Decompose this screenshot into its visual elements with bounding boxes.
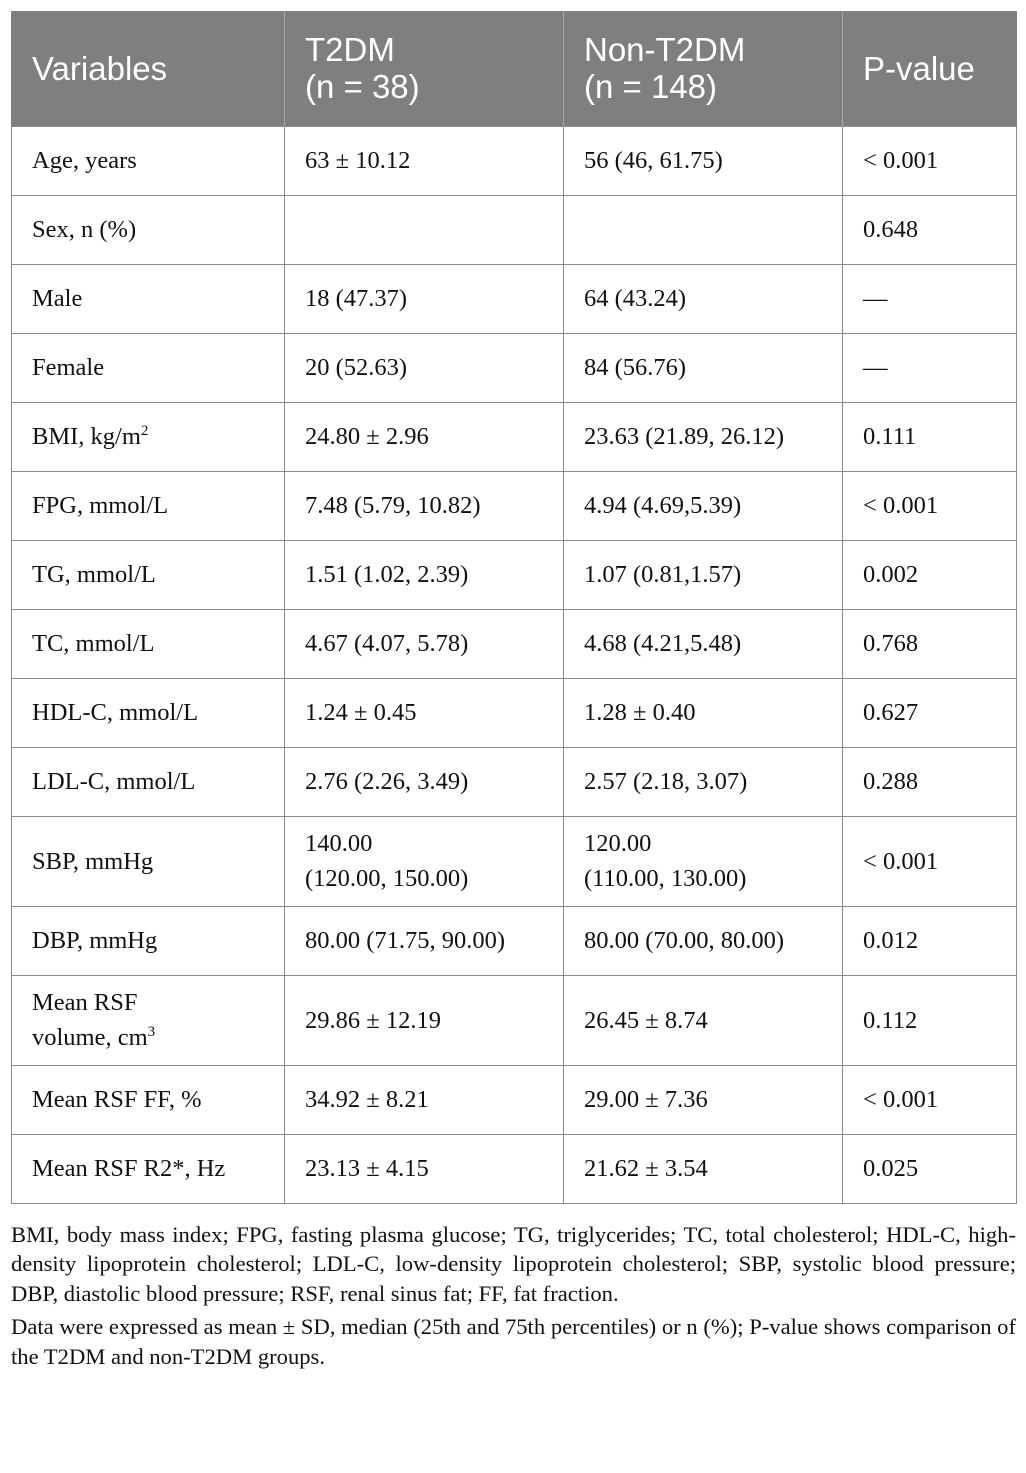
variable-label: HDL-C, mmol/L — [32, 699, 199, 726]
value-line: 80.00 (70.00, 80.00) — [584, 927, 785, 954]
value-line: 24.80 ± 2.96 — [305, 423, 429, 450]
cell-p-value: 0.288 — [843, 747, 1017, 816]
value-line: 4.67 (4.07, 5.78) — [305, 630, 469, 657]
cell-t2dm — [285, 333, 564, 402]
variable-label: DBP, mmHg — [32, 927, 158, 954]
table-row — [12, 540, 1017, 609]
cell-p-value: 0.111 — [843, 402, 1017, 471]
header-non-t2dm — [564, 11, 843, 126]
variable-label: Mean RSF R2*, Hz — [32, 1155, 226, 1182]
header-line: Variables — [32, 49, 168, 87]
cell-variable — [12, 195, 285, 264]
cell-t2dm — [285, 195, 564, 264]
value-line: 18 (47.37) — [305, 285, 408, 312]
table-header — [12, 11, 1017, 126]
header-row — [12, 11, 1017, 126]
table-row — [12, 678, 1017, 747]
variable-label: BMI, kg/m — [32, 423, 141, 450]
cell-t2dm — [285, 747, 564, 816]
unit-superscript: 3 — [147, 1024, 156, 1040]
header-t2dm — [285, 11, 564, 126]
table-row — [12, 816, 1017, 906]
cell-variable — [12, 747, 285, 816]
table-container — [11, 11, 1016, 1371]
cell-non-t2dm — [564, 195, 843, 264]
cell-variable — [12, 678, 285, 747]
table-row — [12, 1134, 1017, 1203]
value-line: 84 (56.76) — [584, 354, 687, 381]
header-line: T2DM — [305, 31, 395, 69]
variable-label: Male — [32, 285, 83, 312]
cell-non-t2dm — [564, 1065, 843, 1134]
cell-non-t2dm — [564, 609, 843, 678]
table-row — [12, 402, 1017, 471]
variable-label: Female — [32, 354, 105, 381]
value-line: 63 ± 10.12 — [305, 147, 411, 174]
cell-p-value: 0.002 — [843, 540, 1017, 609]
variable-label: Mean RSF FF, % — [32, 1086, 202, 1113]
value-line: 56 (46, 61.75) — [584, 147, 723, 174]
table-row — [12, 1065, 1017, 1134]
unit-superscript: 2 — [140, 423, 149, 439]
cell-non-t2dm — [564, 747, 843, 816]
table-row — [12, 126, 1017, 195]
cell-t2dm — [285, 1134, 564, 1203]
table-row — [12, 195, 1017, 264]
header-line: P-value — [863, 49, 975, 87]
cell-non-t2dm — [564, 816, 843, 906]
variable-label: Age, years — [32, 147, 137, 174]
table-body — [12, 126, 1017, 1203]
value-line: 29.86 ± 12.19 — [305, 1006, 441, 1034]
cell-non-t2dm — [564, 333, 843, 402]
table-row — [12, 747, 1017, 816]
header-line: Non-T2DM — [584, 31, 746, 69]
table-row — [12, 471, 1017, 540]
cell-variable — [12, 609, 285, 678]
cell-t2dm — [285, 264, 564, 333]
value-line: 4.68 (4.21,5.48) — [584, 630, 742, 657]
value-line: (110.00, 130.00) — [584, 865, 747, 892]
value-line: 4.94 (4.69,5.39) — [584, 492, 742, 519]
cell-t2dm — [285, 126, 564, 195]
cell-p-value: < 0.001 — [843, 471, 1017, 540]
value-line: 1.28 ± 0.40 — [584, 699, 696, 726]
value-line: (120.00, 150.00) — [305, 865, 469, 892]
header-line: (n = 38) — [305, 68, 420, 106]
value-line: 7.48 (5.79, 10.82) — [305, 492, 481, 519]
variable-label: LDL-C, mmol/L — [32, 768, 196, 795]
value-line: 23.63 (21.89, 26.12) — [584, 423, 785, 450]
table-row — [12, 609, 1017, 678]
value-line: 64 (43.24) — [584, 285, 687, 312]
variable-label: SBP, mmHg — [32, 847, 154, 875]
cell-t2dm — [285, 540, 564, 609]
cell-variable — [12, 906, 285, 975]
cell-t2dm — [285, 975, 564, 1065]
value-line: 26.45 ± 8.74 — [584, 1006, 708, 1034]
cell-p-value: < 0.001 — [843, 126, 1017, 195]
cell-variable — [12, 975, 285, 1065]
cell-p-value: < 0.001 — [843, 816, 1017, 906]
variable-label: TG, mmol/L — [32, 561, 156, 588]
cell-variable — [12, 816, 285, 906]
variable-label: FPG, mmol/L — [32, 492, 169, 519]
cell-non-t2dm — [564, 402, 843, 471]
value-line: 29.00 ± 7.36 — [584, 1086, 708, 1113]
cell-t2dm — [285, 471, 564, 540]
abbreviations-note: BMI, body mass index; FPG, fasting plasma glucose; TG, triglycerides; TC, total cholesterol; HDL-C, high-density lipoprotein cholesterol; LDL-C, low-density lipoprotein cholesterol; SBP, systolic blood pressure; DBP, diastolic blood pressure; RSF, renal sinus fat; FF, fat fraction. — [11, 1221, 1016, 1306]
cell-p-value: 0.012 — [843, 906, 1017, 975]
cell-p-value: 0.768 — [843, 609, 1017, 678]
cell-variable — [12, 333, 285, 402]
cell-t2dm — [285, 906, 564, 975]
value-line: 80.00 (71.75, 90.00) — [305, 927, 506, 954]
value-line: 20 (52.63) — [305, 354, 408, 381]
value-line: 120.00 — [584, 830, 652, 857]
variable-line: Mean RSF — [32, 989, 138, 1016]
cell-variable — [12, 540, 285, 609]
header-line: (n = 148) — [584, 68, 717, 106]
cell-variable — [12, 126, 285, 195]
data-expression-note: Data were expressed as mean ± SD, median (25th and 75th percentiles) or n (%); P-value shows comparison of the T2DM and non-T2DM groups. — [11, 1314, 1016, 1369]
table-footnotes — [11, 1220, 1016, 1372]
cell-variable — [12, 1065, 285, 1134]
variable-line: volume, $cm^3$ — [32, 1024, 156, 1051]
cell-t2dm — [285, 609, 564, 678]
cell-non-t2dm — [564, 126, 843, 195]
table-row — [12, 906, 1017, 975]
cell-p-value: 0.025 — [843, 1134, 1017, 1203]
value-line: 140.00 — [305, 830, 373, 857]
cell-variable — [12, 402, 285, 471]
value-line: 21.62 ± 3.54 — [584, 1155, 708, 1182]
cell-variable — [12, 264, 285, 333]
value-line: 2.57 (2.18, 3.07) — [584, 768, 748, 795]
cell-non-t2dm — [564, 1134, 843, 1203]
cell-p-value: < 0.001 — [843, 1065, 1017, 1134]
cell-p-value: 0.627 — [843, 678, 1017, 747]
characteristics-table — [11, 11, 1017, 1204]
cell-p-value: 0.112 — [843, 975, 1017, 1065]
cell-t2dm — [285, 402, 564, 471]
cell-t2dm — [285, 816, 564, 906]
table-row — [12, 975, 1017, 1065]
table-row — [12, 264, 1017, 333]
header-variables — [12, 11, 285, 126]
value-line: 1.07 (0.81,1.57) — [584, 561, 742, 588]
cell-p-value: — — [843, 264, 1017, 333]
cell-p-value: 0.648 — [843, 195, 1017, 264]
value-line: 2.76 (2.26, 3.49) — [305, 768, 469, 795]
cell-variable — [12, 471, 285, 540]
variable-label: Sex, n (%) — [32, 216, 137, 243]
cell-non-t2dm — [564, 678, 843, 747]
cell-variable — [12, 1134, 285, 1203]
cell-non-t2dm — [564, 975, 843, 1065]
value-line: 34.92 ± 8.21 — [305, 1086, 429, 1113]
value-line: 1.24 ± 0.45 — [305, 699, 417, 726]
cell-t2dm — [285, 678, 564, 747]
value-line: 1.51 (1.02, 2.39) — [305, 561, 469, 588]
cell-non-t2dm — [564, 471, 843, 540]
variable-label: TC, mmol/L — [32, 630, 155, 657]
table-row — [12, 333, 1017, 402]
cell-p-value: — — [843, 333, 1017, 402]
cell-non-t2dm — [564, 264, 843, 333]
value-line: 23.13 ± 4.15 — [305, 1155, 429, 1182]
header-p-value — [843, 11, 1017, 126]
cell-non-t2dm — [564, 906, 843, 975]
cell-non-t2dm — [564, 540, 843, 609]
cell-t2dm — [285, 1065, 564, 1134]
